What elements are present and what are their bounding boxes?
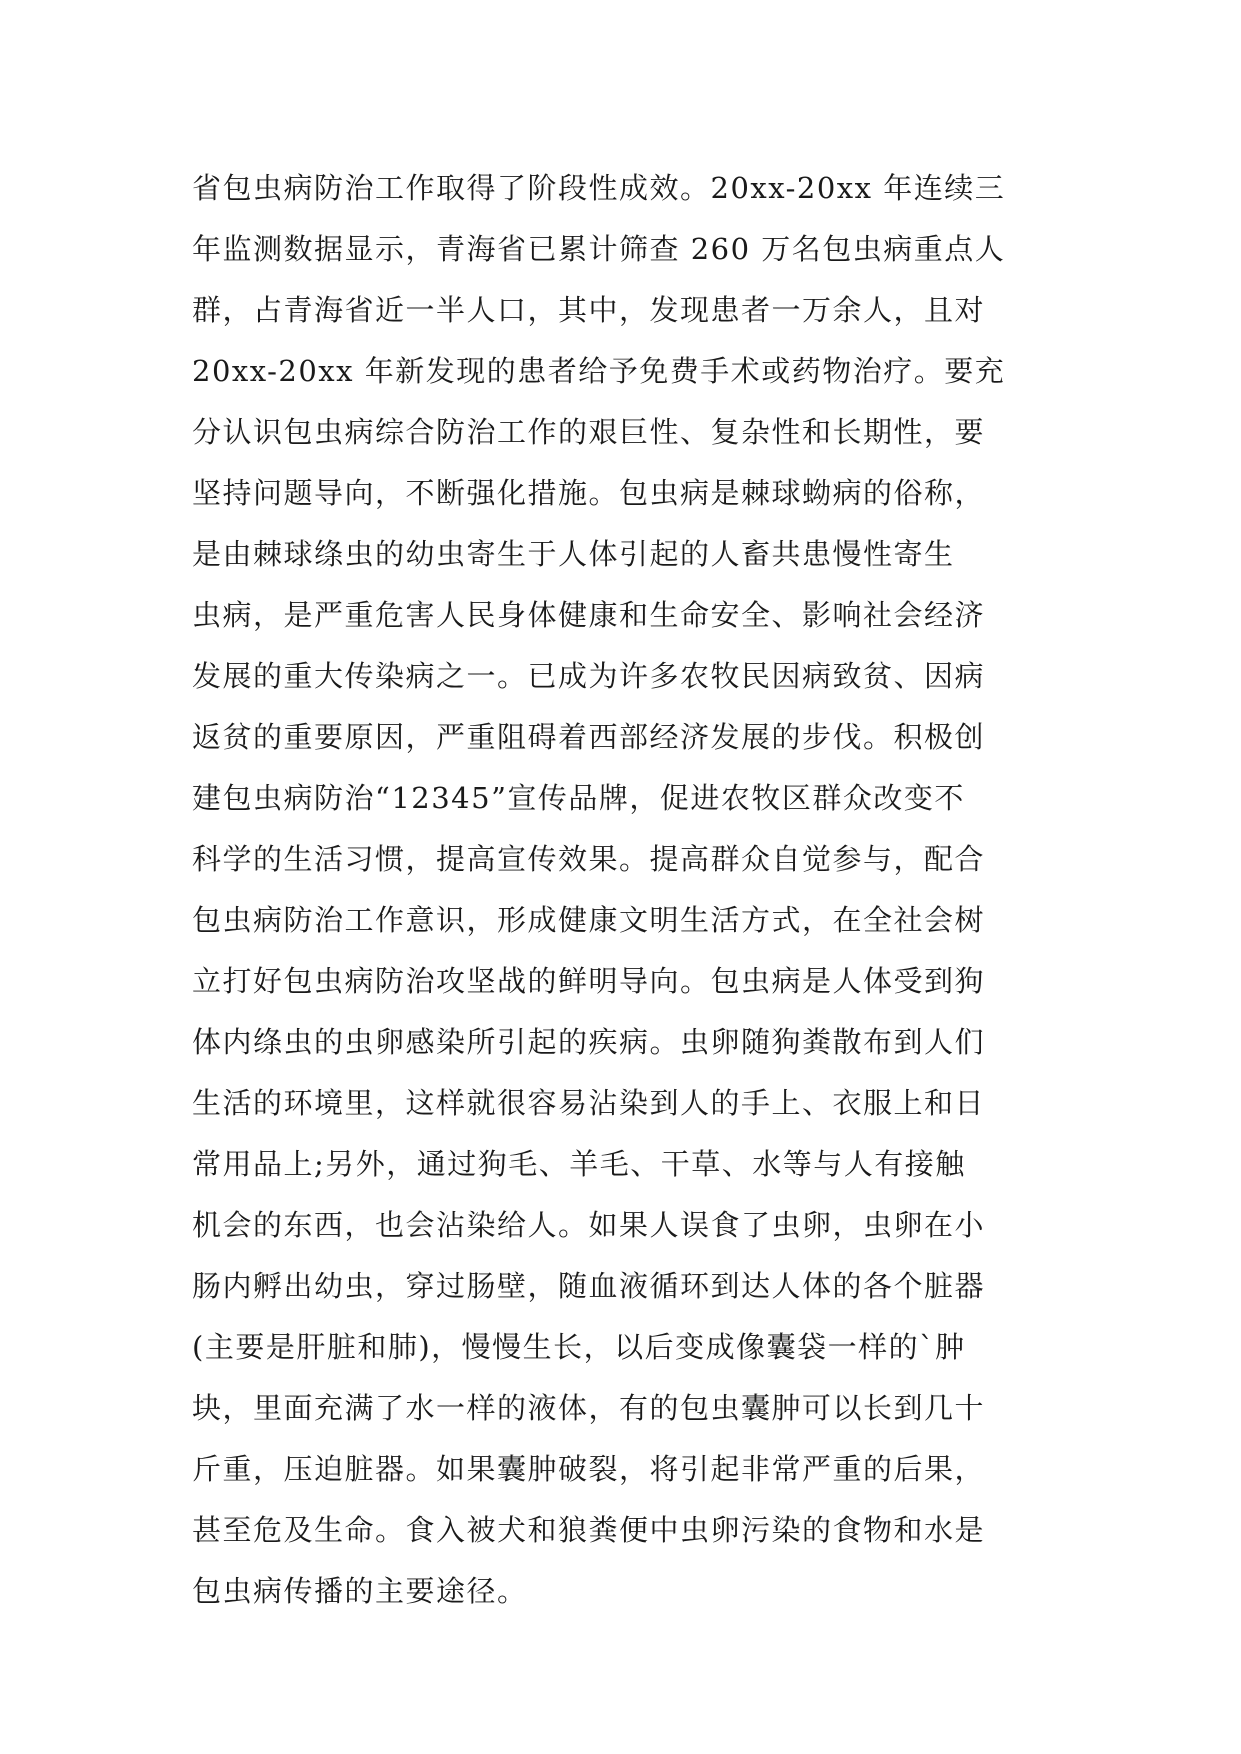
text-line: 立打好包虫病防治攻坚战的鲜明导向。包虫病是人体受到狗 — [192, 964, 986, 998]
text-line: 年监测数据显示，青海省已累计筛查 260 万名包虫病重点人 — [192, 232, 1006, 266]
text-line: 块，里面充满了水一样的液体，有的包虫囊肿可以长到几十 — [192, 1391, 986, 1425]
text-line: 甚至危及生命。食入被犬和狼粪便中虫卵污染的食物和水是 — [192, 1513, 986, 1547]
text-line: 发展的重大传染病之一。已成为许多农牧民因病致贫、因病 — [192, 659, 986, 693]
text-line: 虫病，是严重危害人民身体健康和生命安全、影响社会经济 — [192, 598, 986, 632]
text-line: 斤重，压迫脏器。如果囊肿破裂，将引起非常严重的后果， — [192, 1452, 986, 1486]
text-line: 是由棘球绦虫的幼虫寄生于人体引起的人畜共患慢性寄生 — [192, 537, 955, 571]
text-line: 坚持问题导向，不断强化措施。包虫病是棘球蚴病的俗称， — [192, 476, 986, 510]
text-line: 包虫病传播的主要途径。 — [192, 1574, 528, 1608]
text-line: 肠内孵出幼虫，穿过肠壁，随血液循环到达人体的各个脏器 — [192, 1269, 986, 1303]
text-line: 科学的生活习惯，提高宣传效果。提高群众自觉参与，配合 — [192, 842, 986, 876]
text-line: 包虫病防治工作意识，形成健康文明生活方式，在全社会树 — [192, 903, 986, 937]
text-line: 常用品上;另外，通过狗毛、羊毛、干草、水等与人有接触 — [192, 1147, 966, 1181]
body-paragraph — [192, 158, 1072, 1622]
text-line: 20xx-20xx 年新发现的患者给予免费手术或药物治疗。要充 — [192, 354, 1006, 388]
text-line: 生活的环境里，这样就很容易沾染到人的手上、衣服上和日 — [192, 1086, 986, 1120]
text-line: 体内绦虫的虫卵感染所引起的疾病。虫卵随狗粪散布到人们 — [192, 1025, 986, 1059]
text-line: 建包虫病防治“12345”宣传品牌，促进农牧区群众改变不 — [192, 781, 965, 815]
text-line: 省包虫病防治工作取得了阶段性成效。20xx-20xx 年连续三 — [192, 171, 1006, 205]
text-line: (主要是肝脏和肺)，慢慢生长，以后变成像囊袋一样的`肿 — [192, 1330, 966, 1364]
text-line: 机会的东西，也会沾染给人。如果人误食了虫卵，虫卵在小 — [192, 1208, 986, 1242]
text-line: 分认识包虫病综合防治工作的艰巨性、复杂性和长期性，要 — [192, 415, 986, 449]
text-line: 返贫的重要原因，严重阻碍着西部经济发展的步伐。积极创 — [192, 720, 986, 754]
text-line: 群，占青海省近一半人口，其中，发现患者一万余人，且对 — [192, 293, 986, 327]
